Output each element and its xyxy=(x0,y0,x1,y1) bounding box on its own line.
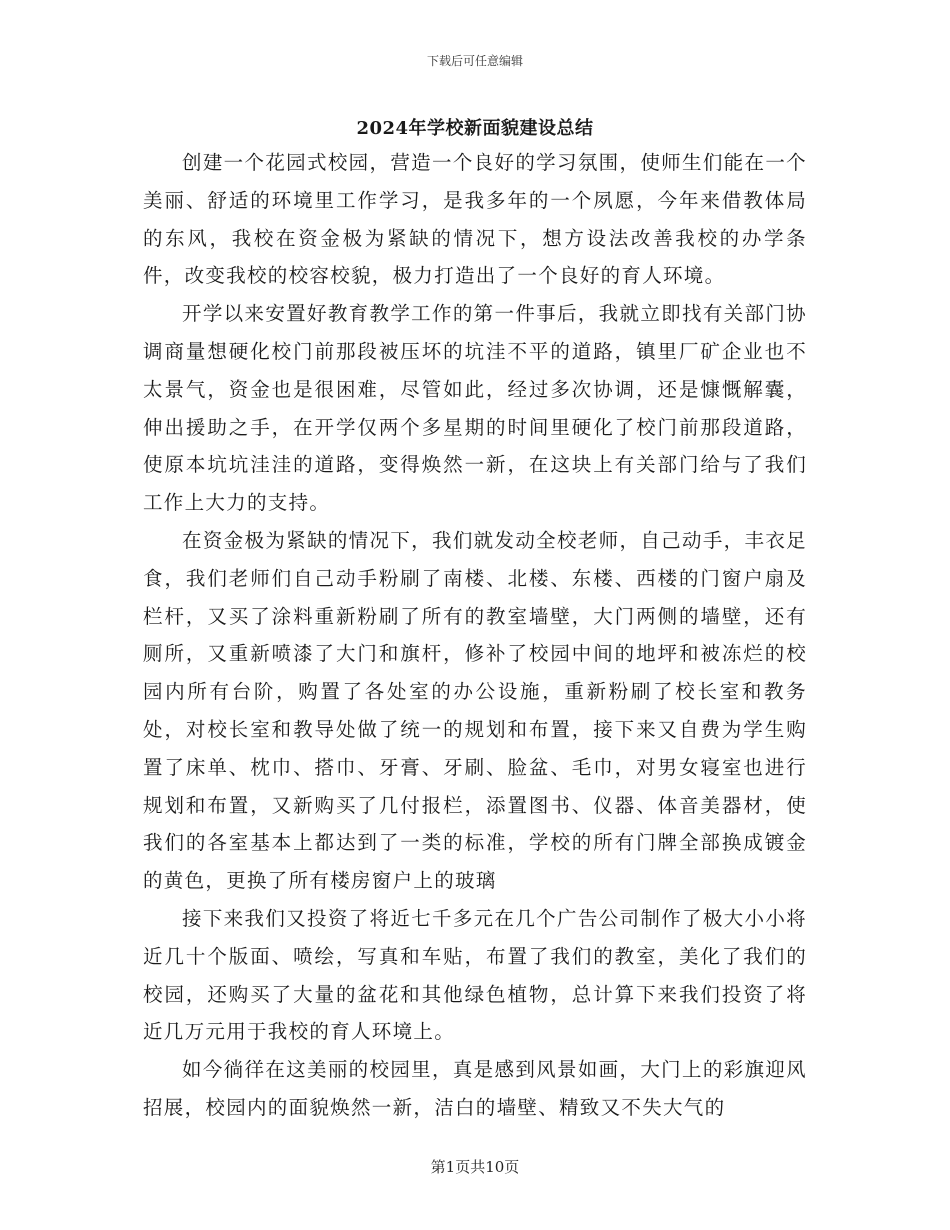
paragraph: 创建一个花园式校园，营造一个良好的学习氛围，使师生们能在一个美丽、舒适的环境里工作学习，是我多年的一个夙愿，今年来借教体局的东风，我校在资金极为紧缺的情况下，想方设法改善我校的办学条件，改变我校的校容校貌，极力打造出了一个良好的育人环境。 xyxy=(143,151,807,288)
document-title: 2024年学校新面貌建设总结 xyxy=(356,118,594,139)
paragraph: 开学以来安置好教育教学工作的第一件事后，我就立即找有关部门协调商量想硬化校门前那段被压坏的坑洼不平的道路，镇里厂矿企业也不太景气，资金也是很困难，尽管如此，经过多次协调，还是慷慨解囊，伸出援助之手，在开学仅两个多星期的时间里硬化了校门前那段道路，使原本坑坑洼洼的道路，变得焕然一新，在这块上有关部门给与了我们工作上大力的支持。 xyxy=(143,302,807,515)
page-number-footer: 第1页共10页 xyxy=(430,1158,520,1176)
paragraph: 如今徜徉在这美丽的校园里，真是感到风景如画，大门上的彩旗迎风招展，校园内的面貌焕然一新，洁白的墙壁、精致又不失大气的 xyxy=(143,1058,807,1119)
document-body xyxy=(143,144,807,1127)
paragraph: 在资金极为紧缺的情况下，我们就发动全校老师，自己动手，丰衣足食，我们老师们自己动手粉刷了南楼、北楼、东楼、西楼的门窗户扇及栏杆，又买了涂料重新粉刷了所有的教室墙壁，大门两侧的墙壁，还有厕所，又重新喷漆了大门和旗杆，修补了校园中间的地坪和被冻烂的校园内所有台阶，购置了各处室的办公设施，重新粉刷了校长室和教务处，对校长室和教导处做了统一的规划和布置，接下来又自费为学生购置了床单、枕巾、搭巾、牙膏、牙刷、脸盆、毛巾，对男女寝室也进行规划和布置，又新购买了几付报栏，添置图书、仪器、体音美器材，使我们的各室基本上都达到了一类的标准，学校的所有门牌全部换成镀金的黄色，更换了所有楼房窗户上的玻璃 xyxy=(143,528,807,893)
paragraph: 接下来我们又投资了将近七千多元在几个广告公司制作了极大小小将近几十个版面、喷绘，写真和车贴，布置了我们的教室，美化了我们的校园，还购买了大量的盆花和其他绿色植物，总计算下来我们投资了将近几万元用于我校的育人环境上。 xyxy=(143,906,807,1044)
header-note: 下载后可任意编辑 xyxy=(426,54,523,68)
